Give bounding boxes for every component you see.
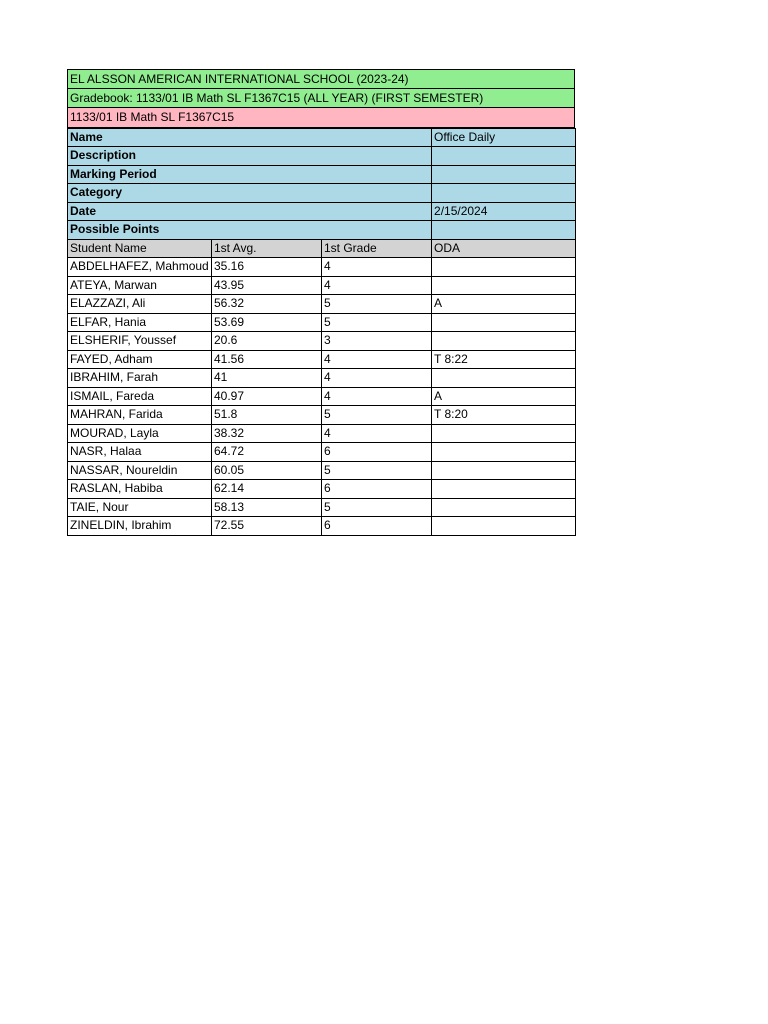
grade-cell[interactable]: 4 (322, 369, 432, 388)
table-row (68, 258, 576, 277)
oda-cell[interactable] (432, 498, 576, 517)
student-name-cell[interactable]: MOURAD, Layla (68, 424, 212, 443)
meta-label: Date (68, 202, 432, 221)
student-rows (68, 258, 576, 536)
meta-row (68, 184, 576, 203)
student-name-cell[interactable]: FAYED, Adham (68, 350, 212, 369)
table-row (68, 350, 576, 369)
table-row (68, 387, 576, 406)
column-header-row (68, 239, 576, 258)
grade-cell[interactable]: 3 (322, 332, 432, 351)
oda-cell[interactable] (432, 443, 576, 462)
gradebook-sheet (67, 69, 575, 536)
meta-label: Possible Points (68, 221, 432, 240)
table-row (68, 332, 576, 351)
student-name-cell[interactable]: ELSHERIF, Youssef (68, 332, 212, 351)
table-row (68, 443, 576, 462)
meta-row (68, 221, 576, 240)
grade-cell[interactable]: 5 (322, 406, 432, 425)
student-name-cell[interactable]: RASLAN, Habiba (68, 480, 212, 499)
meta-label: Marking Period (68, 165, 432, 184)
avg-cell[interactable]: 41 (212, 369, 322, 388)
grade-cell[interactable]: 4 (322, 276, 432, 295)
gradebook-table (67, 128, 576, 536)
meta-value[interactable]: Office Daily (432, 128, 576, 147)
avg-cell[interactable]: 41.56 (212, 350, 322, 369)
avg-cell[interactable]: 56.32 (212, 295, 322, 314)
grade-cell[interactable]: 5 (322, 461, 432, 480)
student-name-cell[interactable]: ATEYA, Marwan (68, 276, 212, 295)
grade-cell[interactable]: 4 (322, 350, 432, 369)
grade-cell[interactable]: 5 (322, 313, 432, 332)
meta-value[interactable] (432, 165, 576, 184)
table-row (68, 313, 576, 332)
column-header-student-name: Student Name (68, 239, 212, 258)
student-name-cell[interactable]: NASSAR, Noureldin (68, 461, 212, 480)
avg-cell[interactable]: 62.14 (212, 480, 322, 499)
oda-cell[interactable]: A (432, 295, 576, 314)
avg-cell[interactable]: 20.6 (212, 332, 322, 351)
oda-cell[interactable] (432, 313, 576, 332)
grade-cell[interactable]: 6 (322, 443, 432, 462)
student-name-cell[interactable]: IBRAHIM, Farah (68, 369, 212, 388)
oda-cell[interactable] (432, 276, 576, 295)
grade-cell[interactable]: 5 (322, 295, 432, 314)
grade-cell[interactable]: 5 (322, 498, 432, 517)
table-row (68, 517, 576, 536)
table-header (68, 239, 576, 258)
grade-cell[interactable]: 6 (322, 517, 432, 536)
meta-value[interactable] (432, 184, 576, 203)
meta-label: Category (68, 184, 432, 203)
student-name-cell[interactable]: ELAZZAZI, Ali (68, 295, 212, 314)
course-title: 1133/01 IB Math SL F1367C15 (67, 108, 575, 128)
table-row (68, 461, 576, 480)
meta-label: Description (68, 147, 432, 166)
meta-row (68, 128, 576, 147)
student-name-cell[interactable]: TAIE, Nour (68, 498, 212, 517)
column-header-oda: ODA (432, 239, 576, 258)
oda-cell[interactable] (432, 332, 576, 351)
oda-cell[interactable] (432, 461, 576, 480)
grade-cell[interactable]: 4 (322, 387, 432, 406)
avg-cell[interactable]: 58.13 (212, 498, 322, 517)
avg-cell[interactable]: 60.05 (212, 461, 322, 480)
oda-cell[interactable] (432, 258, 576, 277)
oda-cell[interactable]: T 8:22 (432, 350, 576, 369)
school-title: EL ALSSON AMERICAN INTERNATIONAL SCHOOL (2023-24) (67, 69, 575, 89)
table-row (68, 295, 576, 314)
oda-cell[interactable] (432, 517, 576, 536)
avg-cell[interactable]: 72.55 (212, 517, 322, 536)
avg-cell[interactable]: 51.8 (212, 406, 322, 425)
student-name-cell[interactable]: ZINELDIN, Ibrahim (68, 517, 212, 536)
avg-cell[interactable]: 43.95 (212, 276, 322, 295)
avg-cell[interactable]: 53.69 (212, 313, 322, 332)
grade-cell[interactable]: 6 (322, 480, 432, 499)
meta-row (68, 202, 576, 221)
meta-row (68, 147, 576, 166)
assignment-meta (68, 128, 576, 239)
meta-value[interactable]: 2/15/2024 (432, 202, 576, 221)
avg-cell[interactable]: 40.97 (212, 387, 322, 406)
gradebook-title: Gradebook: 1133/01 IB Math SL F1367C15 (ALL YEAR) (FIRST SEMESTER) (67, 89, 575, 109)
table-row (68, 369, 576, 388)
table-row (68, 424, 576, 443)
oda-cell[interactable] (432, 424, 576, 443)
avg-cell[interactable]: 38.32 (212, 424, 322, 443)
student-name-cell[interactable]: ISMAIL, Fareda (68, 387, 212, 406)
student-name-cell[interactable]: MAHRAN, Farida (68, 406, 212, 425)
oda-cell[interactable]: T 8:20 (432, 406, 576, 425)
student-name-cell[interactable]: ABDELHAFEZ, Mahmoud (68, 258, 212, 277)
oda-cell[interactable] (432, 480, 576, 499)
grade-cell[interactable]: 4 (322, 424, 432, 443)
student-name-cell[interactable]: NASR, Halaa (68, 443, 212, 462)
column-header-1st-grade: 1st Grade (322, 239, 432, 258)
column-header-1st-avg: 1st Avg. (212, 239, 322, 258)
meta-value[interactable] (432, 147, 576, 166)
meta-label: Name (68, 128, 432, 147)
table-row (68, 406, 576, 425)
oda-cell[interactable] (432, 369, 576, 388)
meta-row (68, 165, 576, 184)
avg-cell[interactable]: 35.16 (212, 258, 322, 277)
table-row (68, 498, 576, 517)
avg-cell[interactable]: 64.72 (212, 443, 322, 462)
student-name-cell[interactable]: ELFAR, Hania (68, 313, 212, 332)
grade-cell[interactable]: 4 (322, 258, 432, 277)
oda-cell[interactable]: A (432, 387, 576, 406)
meta-value[interactable] (432, 221, 576, 240)
table-row (68, 276, 576, 295)
table-row (68, 480, 576, 499)
